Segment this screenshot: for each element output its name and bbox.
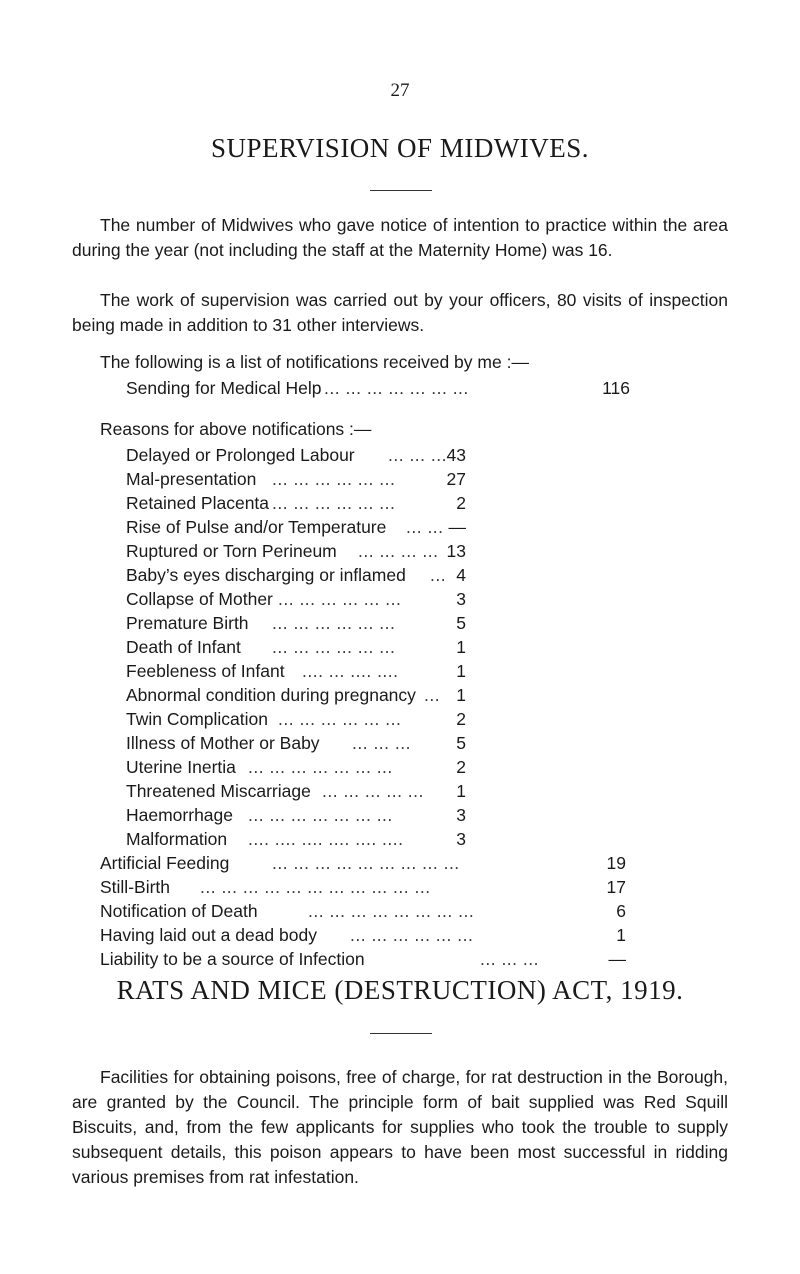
reason-row <box>126 563 646 587</box>
reason-row <box>126 635 646 659</box>
paragraph-text: Facilities for obtaining poisons, free of charge, for rat destruction in the Borough, are granted by the Council. The principle form of bait supplied was Red Squill Biscuits, and, from the few applicants for supplies who took the trouble to supply subsequent details, this poison appears to have been most successful in ridding various premises from rat infestation. <box>72 1067 728 1187</box>
notification-row <box>100 923 660 947</box>
row-label: Death of Infant <box>126 637 241 657</box>
reason-row <box>126 587 646 611</box>
row-label: Ruptured or Torn Perineum <box>126 541 337 561</box>
row-label: Uterine Inertia <box>126 757 236 777</box>
leader-dots: ... ... ... ... ... ... ... ... ... ... ... <box>200 877 431 897</box>
row-value: 1 <box>456 637 466 657</box>
row-label: Haemorrhage <box>126 805 233 825</box>
leader-dots: .... ... .... .... <box>302 661 399 681</box>
notifications-list-intro: The following is a list of notifications received by me :— <box>100 352 529 372</box>
paragraph-rat-destruction <box>72 1065 728 1190</box>
reason-row <box>126 467 646 491</box>
row-label: Malformation <box>126 829 228 849</box>
notification-row <box>100 899 660 923</box>
row-value: 1 <box>456 661 466 681</box>
row-value: 5 <box>456 733 466 753</box>
reason-row <box>126 515 646 539</box>
reason-row <box>126 611 646 635</box>
reason-row <box>126 707 646 731</box>
leader-dots: ... ... ... ... ... ... ... <box>248 757 393 777</box>
row-value: — <box>608 949 626 969</box>
leader-dots: ... ... ... ... ... ... ... <box>248 805 393 825</box>
row-label: Rise of Pulse and/or Temperature <box>126 517 387 537</box>
leader-dots: ... ... ... ... ... ... <box>272 613 396 633</box>
row-value: 43 <box>446 445 466 465</box>
leader-dots: ... <box>424 685 441 705</box>
heading-supervision-of-midwives: SUPERVISION OF MIDWIVES. <box>210 133 590 163</box>
reason-row <box>126 443 646 467</box>
divider-rule <box>370 190 432 191</box>
reason-row <box>126 491 646 515</box>
row-label: Premature Birth <box>126 613 249 633</box>
notification-row <box>100 947 660 971</box>
row-label: Feebleness of Infant <box>126 661 285 681</box>
row-value: 17 <box>606 877 626 897</box>
row-label: Abnormal condition during pregnancy <box>126 685 416 705</box>
paragraph-text: The number of Midwives who gave notice of intention to practice within the area during the year (not including the staff at the Maternity Home) was 16. <box>72 215 728 260</box>
row-value: 13 <box>446 541 466 561</box>
leader-dots: ... ... ... ... ... ... <box>278 589 402 609</box>
row-label: Collapse of Mother <box>126 589 273 609</box>
leader-dots: ... ... ... ... ... ... ... <box>324 378 469 398</box>
reason-row <box>126 779 646 803</box>
row-label: Liability to be a source of Infection <box>100 949 365 969</box>
row-label: Notification of Death <box>100 901 258 921</box>
leader-dots: ... ... ... <box>480 949 539 969</box>
leader-dots: ... ... ... ... ... ... <box>272 637 396 657</box>
row-label: Twin Complication <box>126 709 268 729</box>
leader-dots: ... ... ... ... ... <box>322 781 424 801</box>
paragraph-midwives-notice <box>72 213 728 263</box>
leader-dots: ... ... ... ... ... ... <box>278 709 402 729</box>
leader-dots: ... ... ... ... ... ... <box>272 493 396 513</box>
leader-dots: ... ... <box>406 517 444 537</box>
row-label: Artificial Feeding <box>100 853 230 873</box>
row-value: 1 <box>456 685 466 705</box>
row-label: Delayed or Prolonged Labour <box>126 445 355 465</box>
row-value: 2 <box>456 493 466 513</box>
leader-dots: ... <box>430 565 447 585</box>
paragraph-text: The work of supervision was carried out by your officers, 80 visits of inspection being made in addition to 31 other interviews. <box>72 290 728 335</box>
heading-rats-and-mice-act: RATS AND MICE (DESTRUCTION) ACT, 1919. <box>116 975 684 1005</box>
row-label: Retained Placenta <box>126 493 270 513</box>
row-label: Sending for Medical Help <box>126 378 322 398</box>
leader-dots: ... ... ... ... ... ... ... ... <box>308 901 475 921</box>
notification-row <box>100 875 660 899</box>
page-number: 27 <box>390 80 410 101</box>
row-label: Illness of Mother or Baby <box>126 733 320 753</box>
row-value: 3 <box>456 805 466 825</box>
reason-row <box>126 539 646 563</box>
notification-row <box>100 851 660 875</box>
row-value: 2 <box>456 757 466 777</box>
reason-row <box>126 755 646 779</box>
row-label: Threatened Miscarriage <box>126 781 311 801</box>
row-label: Baby’s eyes discharging or inflamed <box>126 565 406 585</box>
row-label: Having laid out a dead body <box>100 925 317 945</box>
leader-dots: ... ... ... ... ... ... <box>272 469 396 489</box>
row-value: 3 <box>456 589 466 609</box>
reason-row <box>126 827 646 851</box>
reasons-intro: Reasons for above notifications :— <box>100 419 372 439</box>
row-value: 2 <box>456 709 466 729</box>
row-value: 5 <box>456 613 466 633</box>
reason-row <box>126 731 646 755</box>
divider-rule <box>370 1033 432 1034</box>
row-value: — <box>448 517 466 537</box>
row-value: 116 <box>602 378 630 398</box>
row-value: 6 <box>616 901 626 921</box>
row-value: 27 <box>446 469 466 489</box>
row-value: 1 <box>616 925 626 945</box>
leader-dots: ... ... ... <box>352 733 411 753</box>
paragraph-supervision-work <box>72 288 728 338</box>
row-value: 4 <box>456 565 466 585</box>
leader-dots: ... ... ... ... <box>358 541 439 561</box>
row-label: Mal-presentation <box>126 469 257 489</box>
leader-dots: ... ... ... <box>388 445 447 465</box>
leader-dots: ... ... ... ... ... ... <box>350 925 474 945</box>
row-value: 1 <box>456 781 466 801</box>
reason-row <box>126 659 646 683</box>
row-value: 3 <box>456 829 466 849</box>
leader-dots: .... .... .... .... .... .... <box>248 829 404 849</box>
reason-row <box>126 683 646 707</box>
notification-row-medical-help <box>126 376 646 400</box>
row-value: 19 <box>606 853 626 873</box>
reason-row <box>126 803 646 827</box>
row-label: Still-Birth <box>100 877 171 897</box>
leader-dots: ... ... ... ... ... ... ... ... ... <box>272 853 460 873</box>
